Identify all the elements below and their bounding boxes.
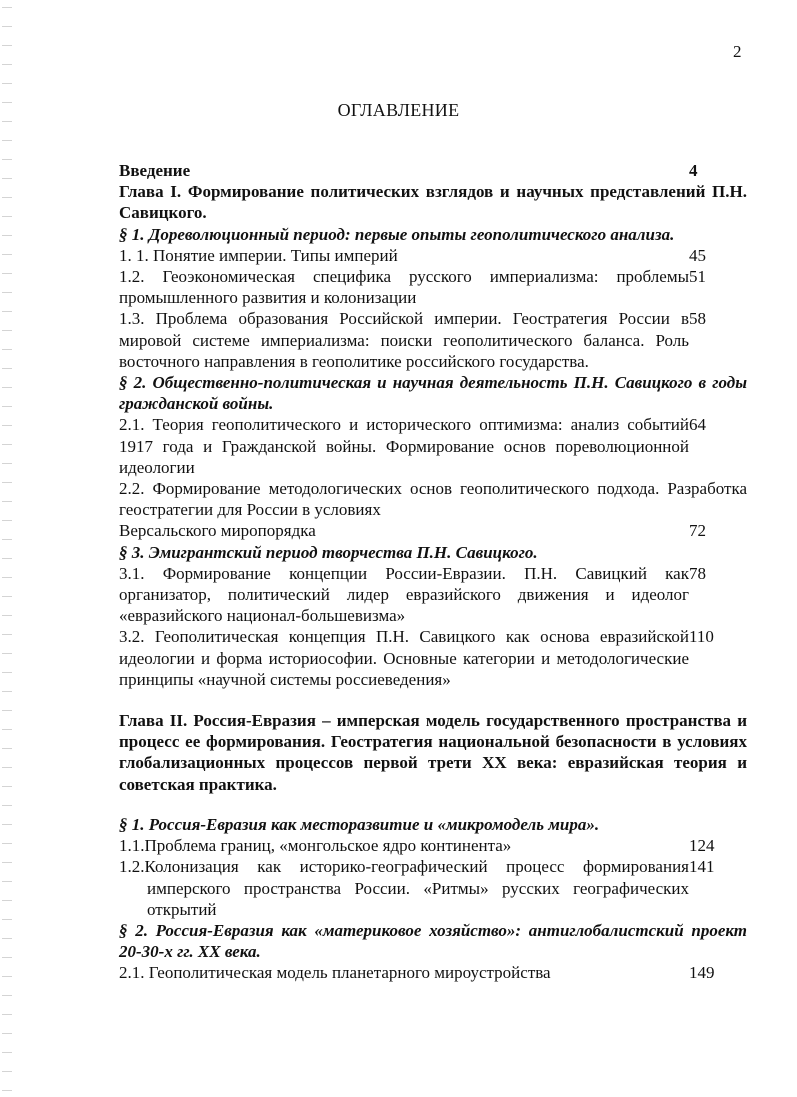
toc-page-number: 72 [689,521,706,541]
spacer [119,690,747,710]
section-heading-2-1: § 1. Россия-Евразия как месторазвитие и «микромодель мира». [119,814,600,834]
chapter-heading-1: Глава I. Формирование политических взглядов и научных представлений П.Н. Савицкого. [119,182,747,223]
toc-entry-text: 1.2.Колонизация как историко-географический процесс формирования имперского пространства России. «Ритмы» русских географических открытий [119,857,689,919]
toc-page-number: 64 [689,415,706,435]
toc-page-number: 110 [689,627,714,647]
toc-entry-3-1 [119,563,747,627]
toc-entry-3-2 [119,626,747,690]
toc-entry-2-2 [119,520,747,541]
toc-entry-2-1-1 [119,835,747,856]
toc-page-number: 149 [689,963,715,983]
toc-page-number: 141 [689,857,715,877]
toc-entry-text: 1. 1. Понятие империи. Типы империй [119,245,398,265]
toc-entry-1-2 [119,266,747,308]
section-heading-3: § 3. Эмигрантский период творчества П.Н. Савицкого. [119,542,538,562]
toc-entry-text: Версальского миропорядка [119,521,316,541]
toc-entry-text: 2.1. Геополитическая модель планетарного мироустройства [119,963,551,983]
page-number: 2 [733,42,742,61]
toc-entry-2-1-2 [119,856,747,920]
section-heading-1: § 1. Дореволюционный период: первые опыты геополитического анализа. [119,224,675,244]
toc-entry-text: 1.1.Проблема границ, «монгольское ядро континента» [119,836,512,856]
toc-entry-text: Введение [119,161,191,180]
toc-entry-text: 3.1. Формирование концепции России-Евразии. П.Н. Савицкий как организатор, политический лидер евразийского движения и идеолог «евразийского национал-большевизма» [119,563,689,626]
toc-entry-intro [119,160,747,181]
toc-page-number: 4 [689,161,698,180]
page-title: ОГЛАВЛЕНИЕ [337,100,460,120]
toc-entry-text: 1.3. Проблема образования Российской империи. Геостратегия России в мировой системе империализма: поиски геополитического баланса. Роль восточного направления в геополитике российского государства. [119,309,689,371]
binding-edge [2,0,12,1097]
toc-entry-1-3 [119,308,747,372]
toc-entry-2-2-1 [119,962,747,983]
toc-page-number: 51 [689,267,706,287]
toc-page-number: 45 [689,245,706,265]
table-of-contents [119,160,747,984]
toc-page-number: 124 [689,836,715,856]
toc-page-number: 58 [689,309,706,329]
section-heading-2-2: § 2. Россия-Евразия как «материковое хозяйство»: антиглобалистский проект 20-30-х гг. XX века. [119,920,747,962]
chapter-heading-2: Глава II. Россия-Евразия – имперская модель государственного пространства и процесс ее формирования. Геостратегия национальной безопасности в условиях глобализационных процессов первой трети XX века: евразийская теория и советская практика. [119,711,747,794]
toc-entry-1-1 [119,245,747,266]
toc-entry-text: 2.1. Теория геополитического и исторического оптимизма: анализ событий 1917 года и Гражданской войны. Формирование основ пореволюционной идеологии [119,415,689,477]
toc-entry-2-2-text: 2.2. Формирование методологических основ геополитического подхода. Разработка геостратегии для России в условиях [119,479,747,520]
toc-entry-text: 3.2. Геополитическая концепция П.Н. Савицкого как основа евразийской идеологии и форма историософии. Основные категории и методологические принципы «научной системы россиеведения» [119,627,689,689]
spacer [119,795,747,814]
toc-page-number: 78 [689,563,706,583]
toc-entry-text: 1.2. Геоэкономическая специфика русского империализма: проблемы промышленного развития и колонизации [119,267,689,308]
section-heading-2: § 2. Общественно-политическая и научная деятельность П.Н. Савицкого в годы гражданской войны. [119,373,747,414]
toc-entry-2-1 [119,414,747,478]
